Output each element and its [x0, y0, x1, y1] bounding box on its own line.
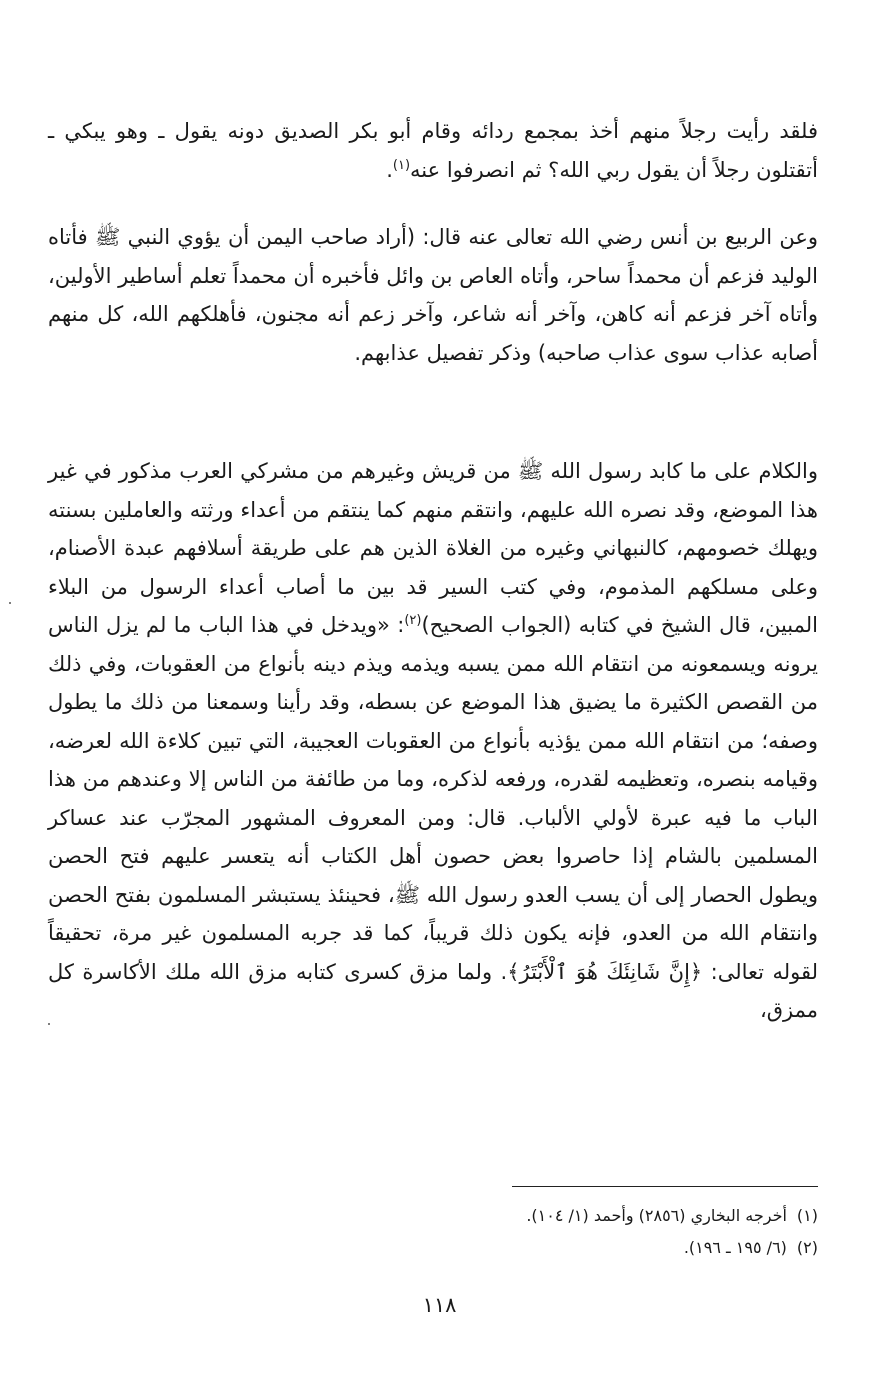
footnote-2-number: (٢) [796, 1238, 818, 1257]
footnote-2-text: (٦/ ١٩٥ ـ ١٩٦). [683, 1238, 787, 1257]
footnote-1-number: (١) [796, 1206, 818, 1225]
paragraph-1-text: فلقد رأيت رجلاً منهم أخذ بمجمع ردائه وقام أبو بكر الصديق دونه يقول ـ وهو يبكي ـ أتقتلون رجلاً أن يقول ربي الله؟ ثم انصرفوا عنه [48, 119, 818, 182]
paragraph-1 [48, 112, 818, 189]
footnote-2 [300, 1232, 818, 1264]
margin-speck [48, 1023, 50, 1025]
footnotes [300, 1200, 818, 1264]
paragraph-3-tail: : «ويدخل في هذا الباب ما لم يزل الناس يرونه ويسمعونه من انتقام الله ممن يسبه ويذمه ويذم دينه بأنواع من العقوبات، وفي ذلك من القصص الكثيرة ما يضيق هذا الموضع عن بسطه، وقد رأينا وسمعنا من ذلك ما يطول وصفه؛ من انتقام الله ممن يؤذيه بأنواع من العقوبات العجيبة، التي تبين كلاءة الله لعرضه، وقيامه بنصره، وتعظيمه لقدره، ورفعه لذكره، وما من طائفة من الناس إلا وعندهم من هذا الباب ما فيه عبرة لأولي الألباب. قال: ومن المعروف المشهور المجرّب عند عساكر المسلمين بالشام إذا حاصروا بعض حصون أهل الكتاب أنه يتعسر عليهم فتح الحصن ويطول الحصار إلى أن يسب العدو رسول الله ﷺ، فحينئذ يستبشر المسلمون بفتح الحصن وانتقام الله من العدو، فإنه يكون ذلك قريباً، كما قد جربه المسلمون غير مرة، تحقيقاً لقوله تعالى: ﴿إِنَّ شَانِئَكَ هُوَ ٱلْأَبْتَرُ﴾. ولما مزق كسرى كتابه مزق الله ملك الأكاسرة كل ممزق، [48, 613, 818, 1022]
footnote-ref-2[interactable]: (٢) [404, 613, 422, 628]
footnote-separator [512, 1186, 818, 1187]
page-number: ١١٨ [422, 1293, 457, 1317]
footnote-1-text: أخرجه البخاري (٢٨٥٦) وأحمد (١/ ١٠٤). [526, 1206, 787, 1225]
paragraph-3-text: والكلام على ما كابد رسول الله ﷺ من قريش وغيرهم من مشركي العرب مذكور في غير هذا الموضع، وقد نصره الله عليهم، وانتقم منهم كما ينتقم من أعداء ورثته والعاملين بسنته ويهلك خصومهم، كالنبهاني وغيره من الغلاة الذين هم على طريقة أسلافهم عبدة الأصنام، وعلى مسلكهم المذموم، وفي كتب السير قد بين ما أصاب أعداء الرسول من البلاء المبين، قال الشيخ في كتابه (الجواب الصحيح) [48, 459, 818, 637]
footnote-1 [300, 1200, 818, 1232]
paragraph-2 [48, 218, 818, 372]
footnote-ref-1[interactable]: (١) [392, 157, 411, 173]
paragraph-3 [48, 452, 818, 1030]
paragraph-1-tail: . [386, 157, 393, 182]
paragraph-2-text: وعن الربيع بن أنس رضي الله تعالى عنه قال: (أراد صاحب اليمن أن يؤوي النبي ﷺ فأتاه الوليد فزعم أن محمداً ساحر، وأتاه العاص بن وائل فأخبره أن محمداً تعلم أساطير الأولين، وأتاه آخر فزعم أنه كاهن، وآخر أنه شاعر، وآخر زعم أنه مجنون، فأهلكهم الله، كل منهم أصابه عذاب سوى عذاب صاحبه) وذكر تفصيل عذابهم. [48, 225, 818, 365]
margin-speck [9, 602, 11, 604]
